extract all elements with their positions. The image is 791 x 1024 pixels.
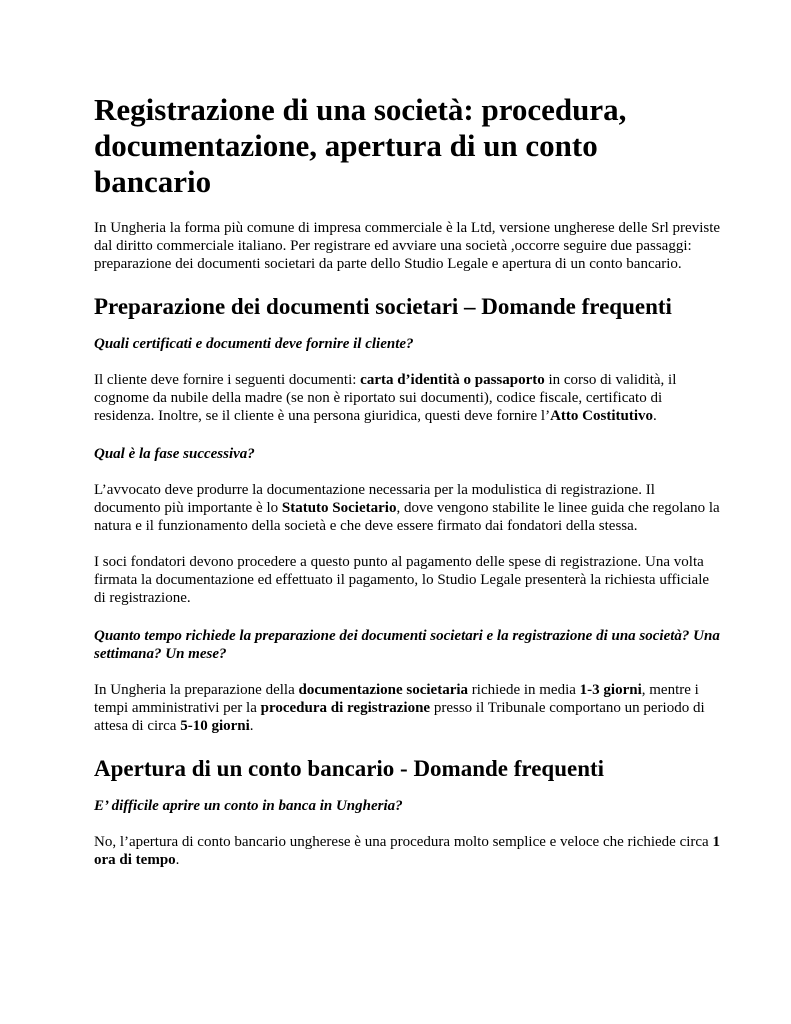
text-run: richiede in media: [468, 682, 580, 698]
heading-documents-faq: Preparazione dei documenti societari – Domande frequenti: [94, 294, 672, 319]
text-run: in corso di validità, il cognome da nubile della madre (se non è riportato sui documenti), codice fiscale, certificato di residenza. Inoltre, se il cliente è una persona giuridica, questi deve fornire l’: [94, 372, 677, 424]
heading-bank-faq: Apertura di un conto bancario - Domande frequenti: [94, 756, 605, 781]
bold-statuto-societario: Statuto Societario: [281, 500, 397, 516]
bold-1-3-giorni: 1-3 giorni: [579, 682, 642, 698]
text-run: , dove vengono stabilite le linee guida che regolano la natura e il funzionamento della società e che deve essere firmato dai fondatori della stessa.: [94, 500, 720, 534]
document-title: Registrazione di una società: procedura, documentazione, apertura di un conto bancario: [94, 92, 627, 199]
bold-id-card: carta d’identità o passaporto: [360, 372, 545, 388]
intro-paragraph: In Ungheria la forma più comune di impresa commerciale è la Ltd, versione ungherese delle Srl previste dal diritto commerciale italiano. Per registrare ed avviare una società ,occorre seguire due passaggi: preparazione dei documenti societari da parte dello Studio Legale e apertura di un conto bancario.: [94, 220, 721, 272]
text-run: .: [175, 852, 180, 868]
text-run: presso il Tribunale comportano un periodo di attesa di circa: [94, 700, 705, 734]
answer-payment: I soci fondatori devono procedere a questo punto al pagamento delle spese di registrazione. Una volta firmata la documentazione ed effettuato il pagamento, lo Studio Legale presenterà la richiesta ufficiale di registrazione.: [94, 554, 710, 606]
text-run: L’avvocato deve produrre la documentazione necessaria per la modulistica di registrazione. Il documento più importante è lo: [94, 482, 655, 516]
text-run: .: [249, 718, 254, 734]
bold-5-10-giorni: 5-10 giorni: [180, 718, 250, 734]
answer-next-step: [94, 481, 721, 535]
answer-timing: [94, 681, 721, 735]
text-run: No, l’apertura di conto bancario ungherese è una procedura molto semplice e veloce che richiede circa: [94, 834, 713, 850]
text-run: , mentre i tempi amministrativi per la: [94, 682, 699, 716]
bold-documentazione-societaria: documentazione societaria: [298, 682, 469, 698]
question-next-step: Qual è la fase successiva?: [94, 446, 255, 462]
question-timing: Quanto tempo richiede la preparazione dei documenti societari e la registrazione di una società? Una settimana? Un mese?: [94, 628, 720, 662]
bold-procedura-registrazione: procedura di registrazione: [260, 700, 431, 716]
text-run: In Ungheria la preparazione della: [94, 682, 299, 698]
answer-bank-account: [94, 833, 721, 869]
question-bank-account: E’ difficile aprire un conto in banca in Ungheria?: [94, 798, 403, 814]
bold-1-ora: 1 ora di tempo: [94, 834, 720, 868]
question-certificates: Quali certificati e documenti deve fornire il cliente?: [94, 336, 414, 352]
bold-atto-costitutivo: Atto Costitutivo: [550, 408, 653, 424]
text-run: .: [652, 408, 657, 424]
answer-certificates: [94, 371, 721, 425]
text-run: Il cliente deve fornire i seguenti documenti:: [94, 372, 361, 388]
